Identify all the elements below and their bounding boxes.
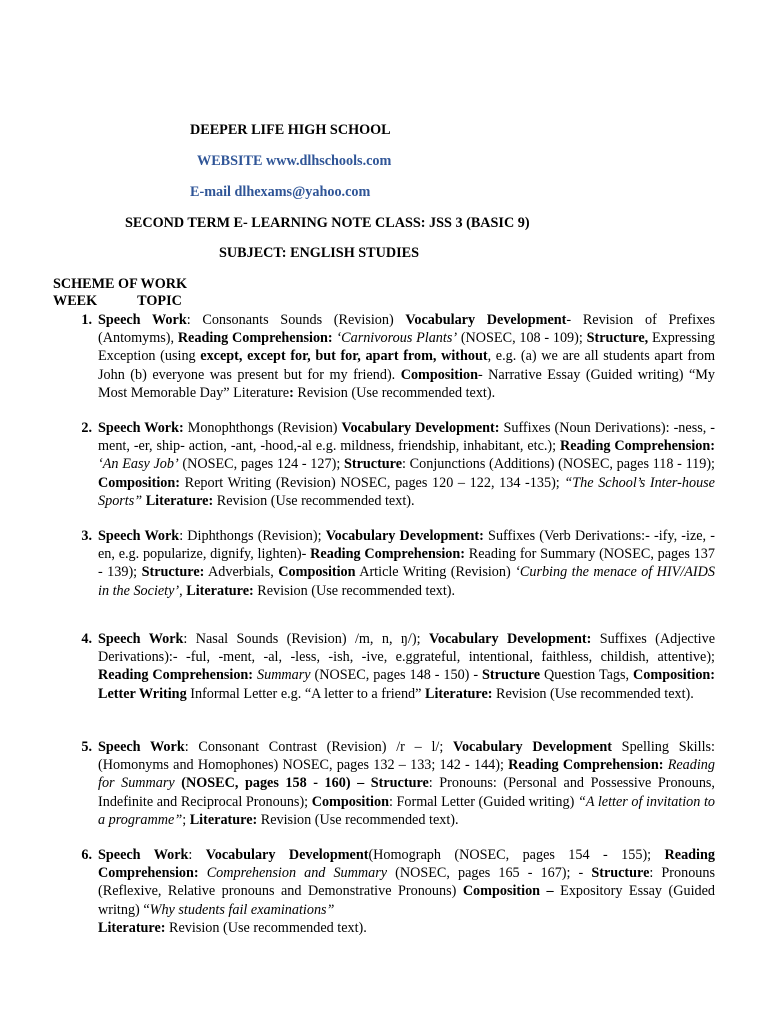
topic-text-run: Composition: — [98, 474, 180, 491]
subject-title: SUBJECT: ENGLISH STUDIES — [219, 245, 420, 261]
topic-text-run: ‘Carnivorous Plants’ — [336, 330, 458, 347]
week-topic-text — [98, 527, 715, 600]
topic-text-run: Structure — [482, 667, 541, 684]
week-column-header: WEEK — [53, 293, 98, 309]
topic-text-run: Composition – — [462, 883, 554, 900]
scheme-heading: SCHEME OF WORK — [53, 276, 188, 292]
topic-text-run: Structure — [591, 865, 650, 882]
week-item — [75, 630, 715, 703]
week-number: 5. — [81, 739, 92, 755]
topic-text-run: , — [179, 582, 187, 599]
topic-text-run: Literature: — [186, 582, 254, 599]
topic-text-run: Revision (Use recommended text). — [293, 384, 496, 401]
topic-text-run — [199, 865, 207, 881]
topic-text-run: ; — [182, 811, 190, 828]
week-item — [75, 311, 715, 402]
topic-text-run: Revision (Use recommended text). — [253, 582, 456, 599]
topic-text-run: ‘An Easy Job’ — [98, 456, 179, 473]
topic-text-run: Expressing Exception (using — [98, 330, 715, 365]
topic-text-run: Reading Comprehension: — [177, 330, 337, 347]
topic-text-run: : — [188, 847, 206, 863]
week-item — [75, 738, 715, 829]
topic-text-run: Vocabulary Development — [453, 739, 612, 755]
topic-column-header: TOPIC — [137, 293, 182, 309]
topic-text-run: “A letter of invitation to a programme” — [98, 793, 715, 828]
topic-text-run: Vocabulary Development — [205, 847, 369, 863]
topic-text-run: except, except for, but for, apart from, without — [200, 348, 488, 365]
topic-text-run: ‘Curbing the menace of HIV/AIDS in the Society’ — [98, 564, 715, 599]
topic-text-run: - Narrative Essay (Guided writing) “My Most Memorable Day” Literature — [98, 366, 715, 401]
topic-text-run: Composition: Letter Writing — [98, 667, 716, 702]
email-line: E-mail dlhexams@yahoo.com — [190, 184, 371, 200]
week-item — [75, 419, 715, 510]
topic-text-run: Reading for Summary — [98, 757, 715, 792]
topic-text-run: Revision (Use recommended text). — [165, 919, 367, 936]
topic-text-run: Article Writing (Revision) — [355, 564, 516, 581]
topic-text-run: , e.g. (a) we are all students apart from John (b) everyone was present but for my friend). — [98, 348, 715, 383]
topic-text-run: Expository Essay (Guided writng) “ — [98, 883, 715, 918]
topic-text-run: : Pronouns: (Personal and Possessive Pronouns, Indefinite and Reciprocal Pronouns); — [98, 775, 715, 810]
week-item — [75, 846, 715, 937]
topic-text-run: Composition — [278, 564, 356, 581]
week-item — [75, 527, 715, 600]
topic-text-run: Informal Letter e.g. “A letter to a friend” — [186, 685, 425, 702]
week-number: 2. — [81, 420, 92, 436]
topic-text-run: : Diphthongs (Revision); — [179, 528, 326, 544]
week-topic-text — [98, 419, 715, 510]
topic-text-run: Speech Work — [98, 528, 180, 544]
topic-text-run: : — [289, 384, 294, 401]
topic-text-run: Structure, — [586, 330, 649, 347]
topic-text-run: Composition — [400, 366, 478, 383]
topic-text-run: (NOSEC, pages 124 - 127); — [178, 456, 344, 473]
topic-text-run: - Revision of Prefixes (Antomyms), — [98, 312, 716, 347]
topic-text-run: “The School’s Inter-house Sports” — [98, 474, 715, 509]
topic-text-run: Reading Comprehension: — [98, 667, 254, 684]
topic-text-run: Monophthongs (Revision) — [183, 420, 342, 436]
school-name: DEEPER LIFE HIGH SCHOOL — [190, 122, 391, 138]
topic-text-run: Structure: — [141, 564, 205, 581]
topic-text-run: Literature: — [145, 492, 214, 509]
website-line: WEBSITE www.dlhschools.com — [197, 153, 392, 169]
topic-text-run: Reading Comprehension: — [508, 757, 664, 774]
topic-text-run: : Conjunctions (Additions) (NOSEC, pages 118 - 119); — [402, 456, 715, 473]
topic-text-run: Speech Work: — [98, 420, 184, 436]
topic-text-run: Spelling Skills: (Homonyms and Homophones) NOSEC, pages 132 – 133; 142 - 144); — [98, 739, 715, 774]
week-number: 4. — [81, 631, 92, 647]
topic-text-run: Question Tags, — [540, 667, 634, 684]
topic-text-run: Literature: — [98, 919, 166, 936]
topic-text-run: : Formal Letter (Guided writing) — [388, 793, 578, 810]
week-number: 3. — [81, 528, 92, 544]
topic-text-run: Summary — [257, 667, 311, 684]
topic-text-run: Revision (Use recommended text). — [213, 492, 415, 509]
topic-text-run: : Consonants Sounds (Revision) — [186, 312, 406, 328]
term-title: SECOND TERM E- LEARNING NOTE CLASS: JSS 3 (BASIC 9) — [125, 215, 530, 231]
topic-text-run: Why students fail examinations” — [149, 901, 335, 918]
topic-text-run: Composition — [311, 793, 389, 810]
topic-text-run: : Pronouns (Reflexive, Relative pronouns and Demonstrative Pronouns) — [98, 865, 716, 900]
topic-text-run: Revision (Use recommended text). — [492, 685, 694, 702]
topic-text-run: Literature: — [425, 685, 493, 702]
topic-text-run: Vocabulary Development: — [341, 420, 500, 436]
topic-text-run: : Nasal Sounds (Revision) /m, n, ŋ/); — [183, 631, 429, 647]
topic-text-run: (Homograph (NOSEC, pages 154 - 155); — [368, 847, 665, 863]
topic-text-run: Speech Work — [98, 847, 189, 863]
topic-text-run: Speech Work — [98, 631, 184, 647]
week-number: 1. — [81, 312, 92, 328]
topic-text-run: Vocabulary Development — [405, 312, 567, 328]
topic-text-run: Vocabulary Development: — [325, 528, 484, 544]
topic-text-run: Reading for Summary (NOSEC, pages 137 - 139); — [98, 546, 715, 581]
scheme-column-headers — [53, 292, 182, 310]
topic-text-run: Speech Work — [98, 312, 187, 328]
week-topic-text — [98, 846, 715, 937]
topic-text-run: Report Writing (Revision) NOSEC, pages 120 – 122, 134 -135); — [179, 474, 565, 491]
topic-text-run: Reading Comprehension: — [560, 438, 715, 455]
topic-text-run: Suffixes (Verb Derivations:- -ify, -ize, -en, e.g. popularize, dignify, lighten)- — [98, 528, 716, 563]
topic-text-run: Suffixes (Noun Derivations): -ness, -ment, -er, ship- action, -ant, -hood,-al e.g. mildness, friendship, inhabitant, etc.); — [98, 420, 715, 455]
topic-text-run: Reading Comprehension: — [98, 847, 715, 882]
topic-text-run: Speech Work — [98, 739, 185, 755]
topic-text-run: (NOSEC, pages 158 - 160) – Structure — [181, 775, 429, 792]
week-number: 6. — [81, 847, 92, 863]
topic-text-run: (NOSEC, pages 148 - 150) - — [310, 667, 483, 684]
topic-text-run: Literature: — [189, 811, 258, 828]
week-topic-text — [98, 311, 715, 402]
topic-text-run: Comprehension and Summary — [206, 865, 388, 882]
topic-text-run: Adverbials, — [204, 564, 279, 581]
topic-text-run: (NOSEC, pages 165 - 167); - — [387, 865, 592, 882]
week-topic-text — [98, 630, 715, 703]
topic-text-run: Revision (Use recommended text). — [257, 811, 459, 828]
topic-text-run: Suffixes (Adjective Derivations):- -ful, -ment, -al, -less, -ish, -ive, e.ggrateful, intentional, faithless, childish, attentive); — [98, 631, 716, 666]
topic-text-run: : Consonant Contrast (Revision) /r – l/; — [184, 739, 453, 755]
topic-text-run: (NOSEC, 108 - 109); — [457, 330, 587, 347]
week-topic-text — [98, 738, 715, 829]
topic-text-run: Reading Comprehension: — [310, 546, 466, 563]
topic-text-run: Vocabulary Development: — [428, 631, 592, 647]
topic-text-run: Structure — [343, 456, 403, 473]
